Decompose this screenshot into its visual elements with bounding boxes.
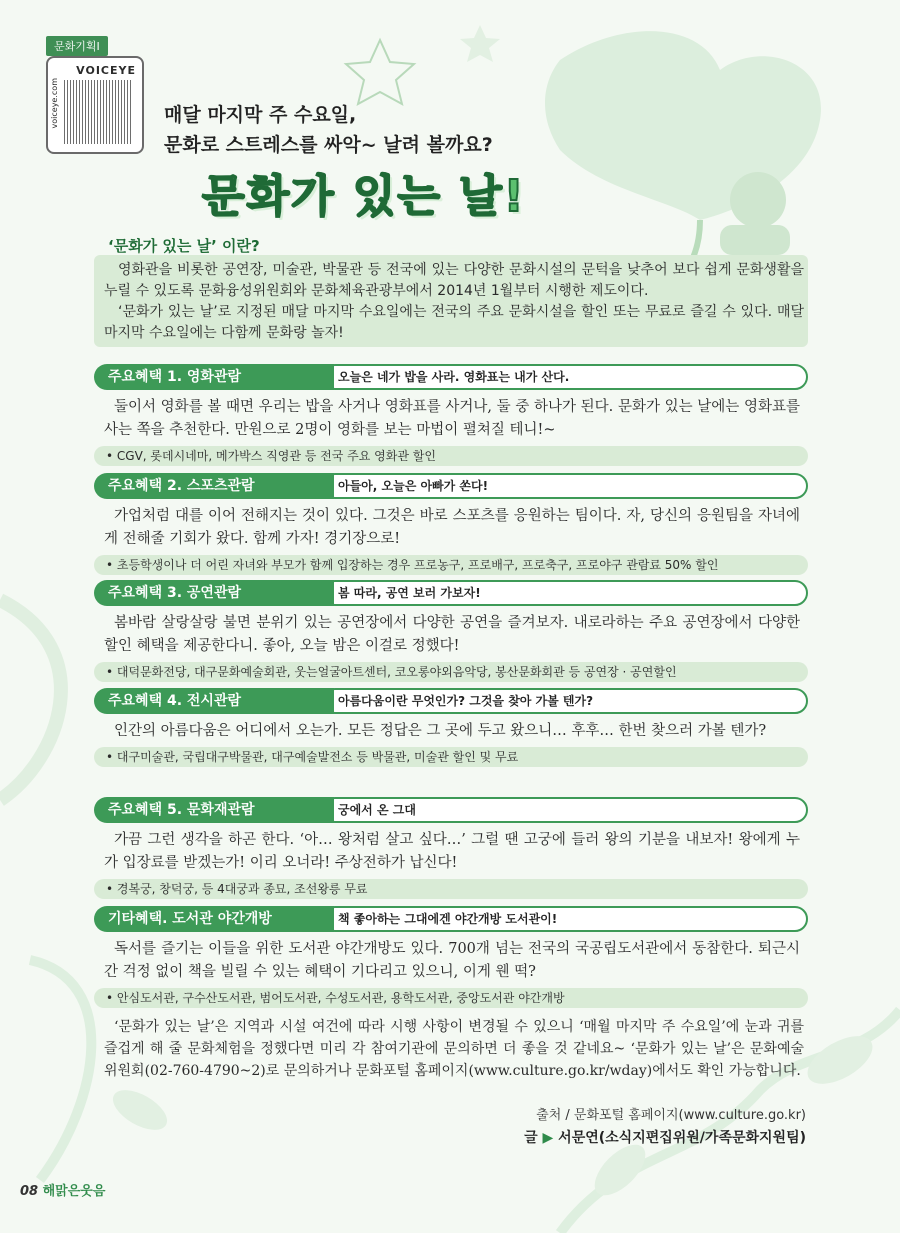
benefit-tagline: 책 좋아하는 그대에겐 야간개방 도서관이!: [322, 906, 808, 932]
intro-line-2: 문화로 스트레스를 싸악~ 날려 볼까요?: [164, 134, 493, 156]
voiceye-url: voiceye.com: [50, 78, 59, 129]
benefit-body: 봄바람 살랑살랑 불면 분위기 있는 공연장에서 다양한 공연을 즐겨보자. 내로라하는 주요 공연장에서 다양한 할인 혜택을 제공한다니. 좋아, 오늘 밤은 이걸로 정했다!: [104, 615, 800, 654]
benefit-note: • 안심도서관, 구수산도서관, 범어도서관, 수성도서관, 용학도서관, 중앙도서관 야간개방: [94, 988, 808, 1008]
voiceye-brand: VOICEYE: [76, 64, 136, 77]
page-title: 문화가 있는 날!: [202, 171, 526, 222]
section-label: 문화기획Ⅰ: [46, 36, 108, 56]
benefit-library: [94, 906, 808, 1008]
author-prefix: 글: [524, 1130, 538, 1146]
definition-heading: ‘문화가 있는 날’ 이란?: [108, 237, 260, 255]
benefit-tagline: 아들아, 오늘은 아빠가 쏜다!: [322, 473, 808, 499]
benefit-movie: [94, 364, 808, 466]
definition-paragraph-1: 영화관을 비롯한 공연장, 미술관, 박물관 등 전국에 있는 다양한 문화시설의 문턱을 낮추어 보다 쉽게 문화생활을 누릴 수 있도록 문화융성위원회와 문화체육관광부에서 2014년 1월부터 시행한 제도이다.: [104, 262, 804, 299]
benefit-label: 주요혜택 1. 영화관람: [94, 364, 334, 390]
benefit-note: • 경복궁, 창덕궁, 등 4대궁과 종묘, 조선왕릉 무료: [94, 879, 808, 899]
source-credit: 출처 / 문화포털 홈페이지(www.culture.go.kr): [536, 1108, 806, 1123]
benefit-note: • 대구미술관, 국립대구박물관, 대구예술발전소 등 박물관, 미술관 할인 및 무료: [94, 747, 808, 767]
benefit-label: 주요혜택 5. 문화재관람: [94, 797, 334, 823]
intro-line-1: 매달 마지막 주 수요일,: [164, 104, 357, 126]
benefit-tagline: 오늘은 네가 밥을 사라. 영화표는 내가 산다.: [322, 364, 808, 390]
triangle-right-icon: ▶: [542, 1130, 554, 1146]
benefit-body: 둘이서 영화를 볼 때면 우리는 밥을 사거나 영화표를 사거나, 둘 중 하나가 된다. 문화가 있는 날에는 영화표를 사는 쪽을 추천한다. 만원으로 2명이 영화를 보는 마법이 펼쳐질 테니!~: [104, 399, 800, 438]
benefit-heritage: [94, 797, 808, 899]
author-credit: [524, 1127, 806, 1147]
benefit-label: 기타혜택. 도서관 야간개방: [94, 906, 334, 932]
voiceye-code[interactable]: [46, 56, 144, 154]
benefit-note: • 대덕문화전당, 대구문화예술회관, 웃는얼굴아트센터, 코오롱야외음악당, 봉산문화회관 등 공연장 · 공연할인: [94, 662, 808, 682]
benefit-performance: [94, 580, 808, 682]
benefit-body: 독서를 즐기는 이들을 위한 도서관 야간개방도 있다. 700개 넘는 전국의 국공립도서관에서 동참한다. 퇴근시간 걱정 없이 책을 빌릴 수 있는 혜택이 기다리고 있으니, 이게 웬 떡?: [104, 941, 800, 980]
benefit-body: 인간의 아름다움은 어디에서 오는가. 모든 정답은 그 곳에 두고 왔으니… 후후… 한번 찾으러 가볼 텐가?: [114, 723, 767, 739]
closing-paragraph: ‘문화가 있는 날’은 지역과 시설 여건에 따라 시행 사항이 변경될 수 있으니 ‘매월 마지막 주 수요일’에 눈과 귀를 즐겁게 해 줄 문화체험을 정했다면 미리 각 참여기관에 문의하면 더 좋을 것 같네요~ ‘문화가 있는 날’은 문화예술위원회(02-760-4790~2)로 문의하거나 문화포털 홈페이지(www.culture.go.kr/wday)에서도 확인 가능합니다.: [104, 1019, 804, 1079]
benefit-body: 가업처럼 대를 이어 전해지는 것이 있다. 그것은 바로 스포츠를 응원하는 팀이다. 자, 당신의 응원팀을 자녀에게 전해줄 기회가 왔다. 함께 가자! 경기장으로!: [104, 508, 800, 547]
author-name: 서문연(소식지편집위원/가족문화지원팀): [558, 1130, 806, 1146]
benefit-tagline: 봄 따라, 공연 보러 가보자!: [322, 580, 808, 606]
benefit-label: 주요혜택 3. 공연관람: [94, 580, 334, 606]
voiceye-pattern: [64, 80, 132, 144]
benefit-tagline: 궁에서 온 그대: [322, 797, 808, 823]
benefit-sports: [94, 473, 808, 575]
page-footer: [20, 1180, 105, 1199]
benefit-exhibition: [94, 688, 808, 767]
benefit-note: • 초등학생이나 더 어린 자녀와 부모가 함께 입장하는 경우 프로농구, 프로배구, 프로축구, 프로야구 관람료 50% 할인: [94, 555, 808, 575]
benefit-label: 주요혜택 2. 스포츠관람: [94, 473, 334, 499]
definition-text: [104, 260, 804, 344]
magazine-name: 해맑은웃음: [42, 1184, 106, 1199]
benefit-label: 주요혜택 4. 전시관람: [94, 688, 334, 714]
intro-text: [164, 100, 493, 160]
benefit-note: • CGV, 롯데시네마, 메가박스 직영관 등 전국 주요 영화관 할인: [94, 446, 808, 466]
benefit-tagline: 아름다움이란 무엇인가? 그것을 찾아 가볼 텐가?: [322, 688, 808, 714]
page-number: 08: [20, 1184, 39, 1199]
definition-paragraph-2: ‘문화가 있는 날’로 지정된 매달 마지막 수요일에는 전국의 주요 문화시설을 할인 또는 무료로 즐길 수 있다. 매달 마지막 수요일에는 다함께 문화랑 놀자!: [104, 304, 804, 341]
benefit-body: 가끔 그런 생각을 하곤 한다. ‘아… 왕처럼 살고 싶다…’ 그럴 땐 고궁에 들러 왕의 기분을 내보자! 왕에게 누가 입장료를 받겠는가! 이리 오너라! 주상전하가 납신다!: [104, 832, 800, 871]
